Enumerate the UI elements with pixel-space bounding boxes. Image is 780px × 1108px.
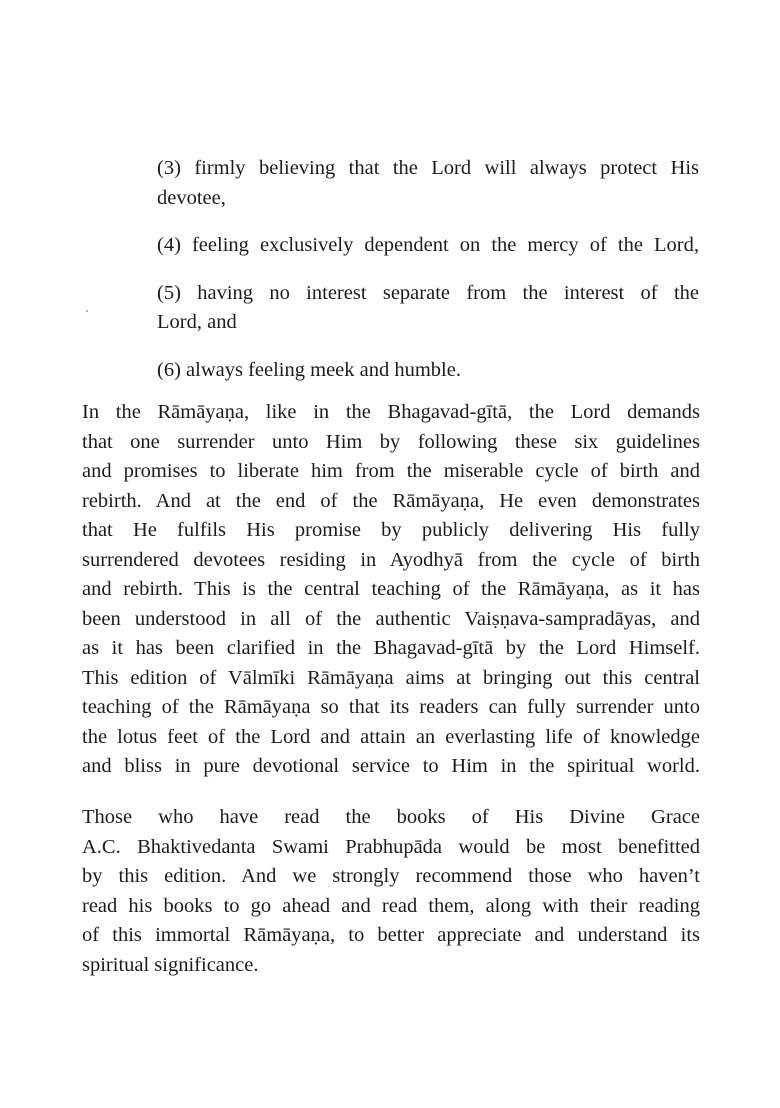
list-item-6 <box>157 356 699 386</box>
paragraph-line: of this immortal Rāmāyaṇa, to better appreciate and understand its <box>82 924 700 946</box>
paragraph-recommendation <box>82 803 700 980</box>
paragraph-line: by this edition. And we strongly recommend those who haven’t <box>82 865 700 887</box>
list-item-line: (5) having no interest separate from the interest of the <box>157 281 699 304</box>
paragraph-line: In the Rāmāyaṇa, like in the Bhagavad-gītā, the Lord demands <box>82 401 700 423</box>
paragraph-line: and rebirth. This is the central teaching of the Rāmāyaṇa, as it has <box>82 578 700 600</box>
paragraph-line: read his books to go ahead and read them, along with their reading <box>82 894 700 917</box>
paragraph-line: spiritual significance. <box>82 953 259 976</box>
list-item-5 <box>157 279 699 338</box>
scan-speck <box>86 310 88 312</box>
paragraph-line: been understood in all of the authentic Vaiṣṇava-sampradāyas, and <box>82 607 700 630</box>
list-item-line: (6) always feeling meek and humble. <box>157 358 461 381</box>
list-item-3 <box>157 154 699 213</box>
list-item-line: Lord, and <box>157 311 237 333</box>
paragraph-line: surrendered devotees residing in Ayodhyā from the cycle of birth <box>82 548 700 571</box>
paragraph-line: as it has been clarified in the Bhagavad-gītā by the Lord Himself. <box>82 637 700 659</box>
paragraph-line: that one surrender unto Him by following these six guidelines <box>82 430 700 453</box>
paragraph-line: Those who have read the books of His Divine Grace <box>82 806 700 828</box>
paragraph-line: and bliss in pure devotional service to Him in the spiritual world. <box>82 755 700 777</box>
list-item-line: (3) firmly believing that the Lord will always protect His <box>157 157 699 179</box>
paragraph-line: the lotus feet of the Lord and attain an everlasting life of knowledge <box>82 725 700 748</box>
paragraph-line: rebirth. And at the end of the Rāmāyaṇa, He even demonstrates <box>82 489 700 512</box>
paragraph-line: A.C. Bhaktivedanta Swami Prabhupāda would be most benefitted <box>82 835 700 858</box>
list-item-line: devotee, <box>157 186 226 209</box>
paragraph-line: and promises to liberate him from the miserable cycle of birth and <box>82 460 700 482</box>
paragraph-line: This edition of Vālmīki Rāmāyaṇa aims at bringing out this central <box>82 666 700 689</box>
paragraph-line: teaching of the Rāmāyaṇa so that its readers can fully surrender unto <box>82 696 700 718</box>
list-item-line: (4) feeling exclusively dependent on the mercy of the Lord, <box>157 234 699 256</box>
paragraph-line: that He fulfils His promise by publicly delivering His fully <box>82 519 700 541</box>
surrender-guidelines-list <box>157 154 699 403</box>
paragraph-central-teaching <box>82 398 700 782</box>
list-item-4 <box>157 231 699 261</box>
